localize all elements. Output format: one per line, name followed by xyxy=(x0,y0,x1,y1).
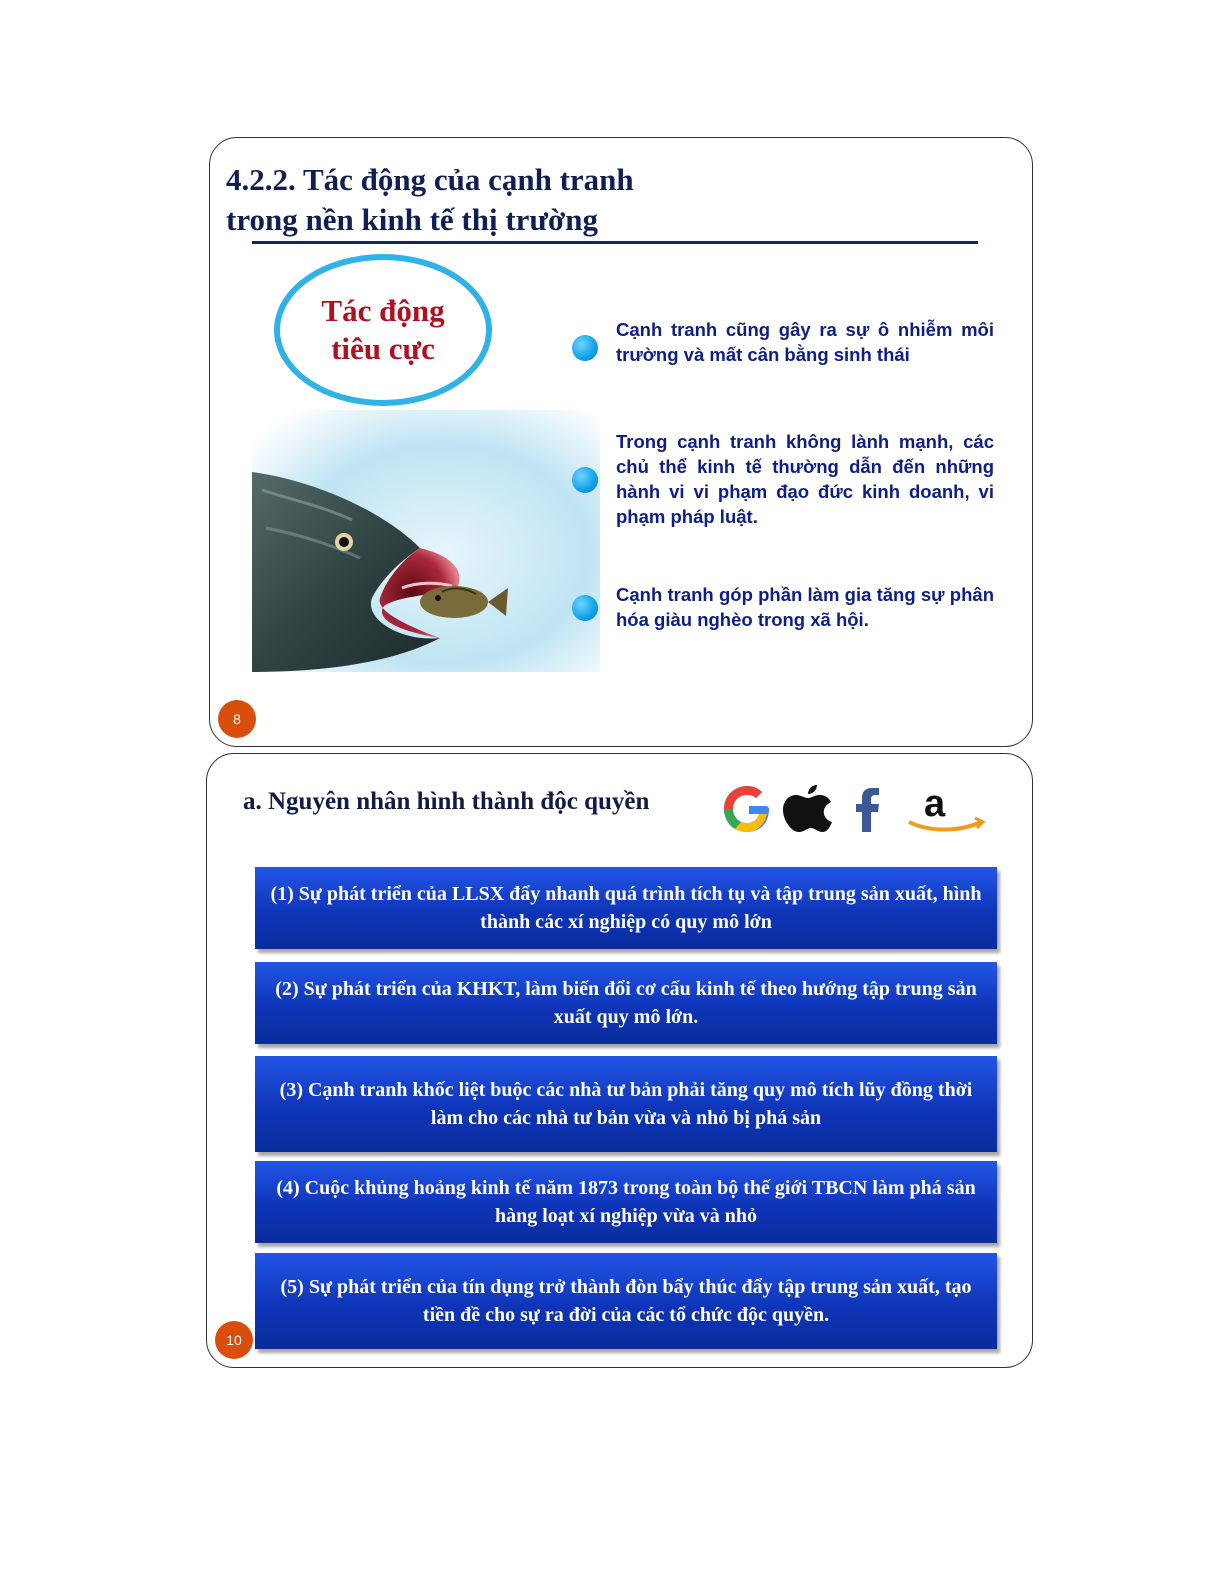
tech-company-logos xyxy=(719,782,991,838)
slide-title: a. Nguyên nhân hình thành độc quyền xyxy=(243,788,650,815)
big-fish-eating-small-fish-image xyxy=(252,410,600,672)
slide-10 xyxy=(206,753,1033,1368)
slide-title: 4.2.2. Tác động của cạnh tranh trong nền kinh tế thị trường xyxy=(226,162,634,237)
slide-8 xyxy=(209,137,1033,747)
negative-impact-oval xyxy=(274,254,492,406)
impact-item-1: Cạnh tranh cũng gây ra sự ô nhiễm môi trường và mất cân bằng sinh thái xyxy=(616,319,994,365)
bullet-icon xyxy=(572,467,598,493)
reason-box-3: (3) Cạnh tranh khốc liệt buộc các nhà tư bản phải tăng quy mô tích lũy đồng thời làm cho các nhà tư bản vừa và nhỏ bị phá sản xyxy=(255,1056,997,1152)
facebook-logo-icon xyxy=(856,788,879,832)
page-number-badge: 8 xyxy=(218,700,256,738)
reason-box-4: (4) Cuộc khủng hoảng kinh tế năm 1873 trong toàn bộ thế giới TBCN làm phá sản hàng loạt xí nghiệp vừa và nhỏ xyxy=(255,1161,997,1243)
bullet-icon xyxy=(572,335,598,361)
apple-logo-icon xyxy=(783,785,832,832)
google-logo-icon xyxy=(724,786,769,832)
reason-box-5: (5) Sự phát triển của tín dụng trở thành đòn bẩy thúc đẩy tập trung sản xuất, tạo tiền đề cho sự ra đời của các tổ chức độc quyền. xyxy=(255,1253,997,1349)
title-underline xyxy=(252,241,978,244)
svg-text:a: a xyxy=(924,783,946,825)
impact-item-2: Trong cạnh tranh không lành mạnh, các chủ thể kinh tế thường dẫn đến những hành vi vi phạm đạo đức kinh doanh, vi phạm pháp luật. xyxy=(616,431,994,527)
bullet-icon xyxy=(572,595,598,621)
reason-box-2: (2) Sự phát triển của KHKT, làm biến đổi cơ cấu kinh tế theo hướng tập trung sản xuất quy mô lớn. xyxy=(255,962,997,1044)
impact-item-3: Cạnh tranh góp phần làm gia tăng sự phân hóa giàu nghèo trong xã hội. xyxy=(616,584,994,630)
amazon-logo-icon xyxy=(909,783,983,830)
reason-box-1: (1) Sự phát triển của LLSX đẩy nhanh quá trình tích tụ và tập trung sản xuất, hình thành các xí nghiệp có quy mô lớn xyxy=(255,867,997,949)
oval-label: Tác động tiêu cực xyxy=(321,293,445,366)
page-number-badge: 10 xyxy=(215,1321,253,1359)
